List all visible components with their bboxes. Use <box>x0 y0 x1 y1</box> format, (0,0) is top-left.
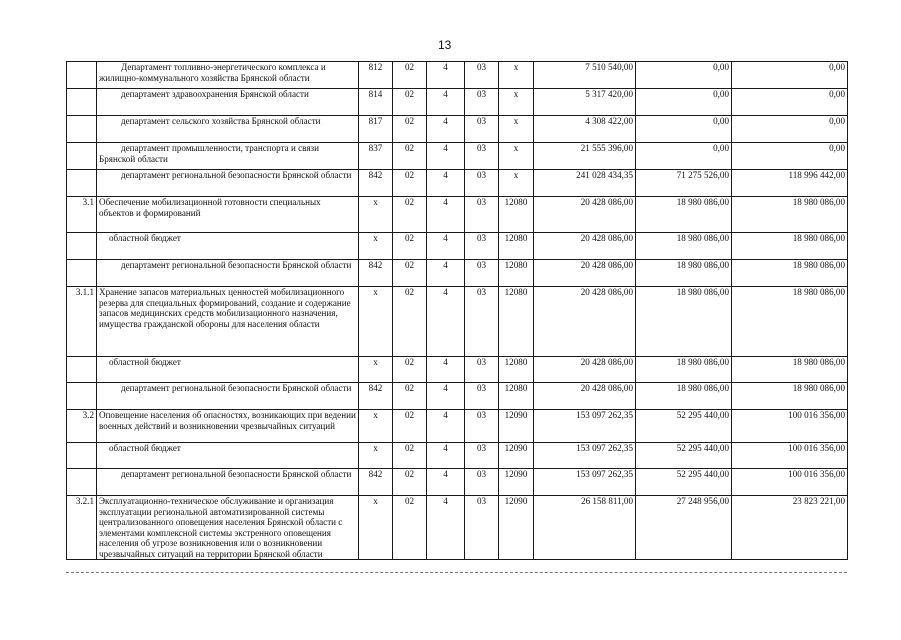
code-grbs: 842 <box>359 383 393 410</box>
page-cut-line <box>66 572 847 573</box>
row-name: Оповещение населения об опасностях, возникающих при ведении военных действий и возникновении чрезвычайных ситуаций <box>97 410 359 443</box>
table-row <box>67 383 848 410</box>
code-program: 02 <box>393 410 427 443</box>
code-direction: 12080 <box>499 197 534 233</box>
row-number: 3.1.1 <box>67 287 97 357</box>
code-subprogram: 4 <box>427 357 465 383</box>
code-grbs: х <box>359 233 393 260</box>
value-year-1: 7 510 540,00 <box>534 62 636 89</box>
code-direction: х <box>499 62 534 89</box>
row-name: Хранение запасов материальных ценностей мобилизационного резерва для специальных формирований, создание и содержание запасов медицинских средств мобилизационного назначения, имущества гражданской обороны для населения области <box>97 287 359 357</box>
row-number <box>67 62 97 89</box>
code-program: 02 <box>393 383 427 410</box>
code-grbs: х <box>359 410 393 443</box>
value-year-2: 18 980 086,00 <box>636 357 732 383</box>
code-program: 02 <box>393 496 427 560</box>
code-grbs: х <box>359 357 393 383</box>
row-number <box>67 233 97 260</box>
row-number <box>67 443 97 469</box>
code-direction: 12080 <box>499 287 534 357</box>
value-year-2: 27 248 956,00 <box>636 496 732 560</box>
code-subprogram: 4 <box>427 260 465 287</box>
value-year-1: 4 308 422,00 <box>534 116 636 143</box>
code-subprogram: 4 <box>427 287 465 357</box>
row-number <box>67 357 97 383</box>
row-name: Департамент топливно-энергетического комплекса и жилищно-коммунального хозяйства Брянской области <box>97 62 359 89</box>
value-year-2: 0,00 <box>636 62 732 89</box>
code-grbs: х <box>359 197 393 233</box>
code-program: 02 <box>393 357 427 383</box>
table-row <box>67 233 848 260</box>
code-direction: 12080 <box>499 233 534 260</box>
code-subprogram: 4 <box>427 496 465 560</box>
table-row <box>67 443 848 469</box>
code-subprogram: 4 <box>427 62 465 89</box>
code-section: 03 <box>465 260 499 287</box>
row-number: 3.2.1 <box>67 496 97 560</box>
value-year-3: 18 980 086,00 <box>732 383 848 410</box>
value-year-2: 52 295 440,00 <box>636 443 732 469</box>
table-row <box>67 197 848 233</box>
code-subprogram: 4 <box>427 143 465 170</box>
value-year-3: 100 016 356,00 <box>732 469 848 496</box>
code-program: 02 <box>393 197 427 233</box>
row-number <box>67 260 97 287</box>
value-year-1: 20 428 086,00 <box>534 233 636 260</box>
code-section: 03 <box>465 143 499 170</box>
code-subprogram: 4 <box>427 116 465 143</box>
code-direction: х <box>499 89 534 116</box>
code-direction: х <box>499 143 534 170</box>
value-year-2: 18 980 086,00 <box>636 197 732 233</box>
value-year-3: 23 823 221,00 <box>732 496 848 560</box>
code-subprogram: 4 <box>427 469 465 496</box>
code-subprogram: 4 <box>427 197 465 233</box>
value-year-3: 0,00 <box>732 62 848 89</box>
code-grbs: 812 <box>359 62 393 89</box>
row-name: департамент региональной безопасности Брянской области <box>97 469 359 496</box>
value-year-1: 20 428 086,00 <box>534 357 636 383</box>
code-direction: 12090 <box>499 496 534 560</box>
value-year-3: 18 980 086,00 <box>732 287 848 357</box>
value-year-1: 20 428 086,00 <box>534 197 636 233</box>
row-number <box>67 383 97 410</box>
value-year-2: 0,00 <box>636 143 732 170</box>
code-grbs: 814 <box>359 89 393 116</box>
code-program: 02 <box>393 287 427 357</box>
page-number: 13 <box>438 38 452 52</box>
code-direction: 12090 <box>499 410 534 443</box>
row-name: департамент здравоохранения Брянской области <box>97 89 359 116</box>
code-subprogram: 4 <box>427 89 465 116</box>
value-year-2: 52 295 440,00 <box>636 469 732 496</box>
value-year-1: 5 317 420,00 <box>534 89 636 116</box>
code-grbs: 842 <box>359 469 393 496</box>
row-name: департамент промышленности, транспорта и связи Брянской области <box>97 143 359 170</box>
value-year-3: 0,00 <box>732 116 848 143</box>
value-year-2: 0,00 <box>636 89 732 116</box>
code-program: 02 <box>393 469 427 496</box>
code-grbs: 817 <box>359 116 393 143</box>
code-section: 03 <box>465 383 499 410</box>
code-direction: х <box>499 116 534 143</box>
table-row <box>67 410 848 443</box>
code-direction: 12080 <box>499 383 534 410</box>
code-program: 02 <box>393 62 427 89</box>
table-row <box>67 260 848 287</box>
code-direction: х <box>499 170 534 197</box>
table-row <box>67 89 848 116</box>
table-row <box>67 357 848 383</box>
value-year-2: 18 980 086,00 <box>636 287 732 357</box>
row-number: 3.2 <box>67 410 97 443</box>
code-direction: 12080 <box>499 260 534 287</box>
table-row <box>67 287 848 357</box>
code-program: 02 <box>393 170 427 197</box>
value-year-2: 0,00 <box>636 116 732 143</box>
value-year-3: 118 996 442,00 <box>732 170 848 197</box>
row-name: областной бюджет <box>97 443 359 469</box>
row-number <box>67 143 97 170</box>
row-name: Эксплуатационно-техническое обслуживание и организация эксплуатации региональной автоматизированной системы централизованного оповещения населения Брянской области с элементами комплексной системы экстренного оповещения населения об угрозе возникновения или о возникновении чрезвычайных ситуаций на территории Брянской области <box>97 496 359 560</box>
row-name: департамент региональной безопасности Брянской области <box>97 170 359 197</box>
table-row <box>67 62 848 89</box>
value-year-3: 18 980 086,00 <box>732 197 848 233</box>
code-section: 03 <box>465 496 499 560</box>
value-year-2: 18 980 086,00 <box>636 383 732 410</box>
code-section: 03 <box>465 197 499 233</box>
budget-table <box>66 61 848 560</box>
value-year-2: 18 980 086,00 <box>636 233 732 260</box>
value-year-1: 153 097 262,35 <box>534 443 636 469</box>
code-direction: 12080 <box>499 357 534 383</box>
row-name: департамент сельского хозяйства Брянской области <box>97 116 359 143</box>
value-year-1: 241 028 434,35 <box>534 170 636 197</box>
row-number <box>67 170 97 197</box>
value-year-2: 71 275 526,00 <box>636 170 732 197</box>
value-year-1: 26 158 811,00 <box>534 496 636 560</box>
code-subprogram: 4 <box>427 410 465 443</box>
code-subprogram: 4 <box>427 443 465 469</box>
value-year-1: 20 428 086,00 <box>534 383 636 410</box>
row-number: 3.1 <box>67 197 97 233</box>
table-row <box>67 469 848 496</box>
code-grbs: 842 <box>359 170 393 197</box>
value-year-3: 100 016 356,00 <box>732 410 848 443</box>
value-year-1: 20 428 086,00 <box>534 260 636 287</box>
code-program: 02 <box>393 443 427 469</box>
row-number <box>67 116 97 143</box>
row-name: департамент региональной безопасности Брянской области <box>97 260 359 287</box>
row-name: областной бюджет <box>97 233 359 260</box>
row-name: областной бюджет <box>97 357 359 383</box>
value-year-1: 153 097 262,35 <box>534 410 636 443</box>
code-grbs: х <box>359 287 393 357</box>
code-section: 03 <box>465 410 499 443</box>
row-name: департамент региональной безопасности Брянской области <box>97 383 359 410</box>
code-section: 03 <box>465 357 499 383</box>
value-year-3: 18 980 086,00 <box>732 260 848 287</box>
value-year-3: 18 980 086,00 <box>732 233 848 260</box>
table-row <box>67 143 848 170</box>
code-grbs: 837 <box>359 143 393 170</box>
value-year-3: 18 980 086,00 <box>732 357 848 383</box>
row-number <box>67 89 97 116</box>
code-grbs: 842 <box>359 260 393 287</box>
code-subprogram: 4 <box>427 170 465 197</box>
value-year-1: 20 428 086,00 <box>534 287 636 357</box>
table-row <box>67 116 848 143</box>
code-section: 03 <box>465 116 499 143</box>
value-year-2: 18 980 086,00 <box>636 260 732 287</box>
code-section: 03 <box>465 287 499 357</box>
code-program: 02 <box>393 233 427 260</box>
code-direction: 12090 <box>499 469 534 496</box>
code-program: 02 <box>393 260 427 287</box>
code-section: 03 <box>465 233 499 260</box>
code-program: 02 <box>393 89 427 116</box>
value-year-1: 21 555 396,00 <box>534 143 636 170</box>
row-number <box>67 469 97 496</box>
table-row <box>67 170 848 197</box>
code-grbs: х <box>359 443 393 469</box>
code-subprogram: 4 <box>427 383 465 410</box>
table-row <box>67 496 848 560</box>
code-section: 03 <box>465 443 499 469</box>
code-subprogram: 4 <box>427 233 465 260</box>
code-grbs: х <box>359 496 393 560</box>
value-year-3: 100 016 356,00 <box>732 443 848 469</box>
code-section: 03 <box>465 469 499 496</box>
code-direction: 12090 <box>499 443 534 469</box>
value-year-1: 153 097 262,35 <box>534 469 636 496</box>
code-section: 03 <box>465 89 499 116</box>
value-year-2: 52 295 440,00 <box>636 410 732 443</box>
code-program: 02 <box>393 143 427 170</box>
row-name: Обеспечение мобилизационной готовности специальных объектов и формирований <box>97 197 359 233</box>
code-section: 03 <box>465 62 499 89</box>
value-year-3: 0,00 <box>732 89 848 116</box>
value-year-3: 0,00 <box>732 143 848 170</box>
code-section: 03 <box>465 170 499 197</box>
code-program: 02 <box>393 116 427 143</box>
